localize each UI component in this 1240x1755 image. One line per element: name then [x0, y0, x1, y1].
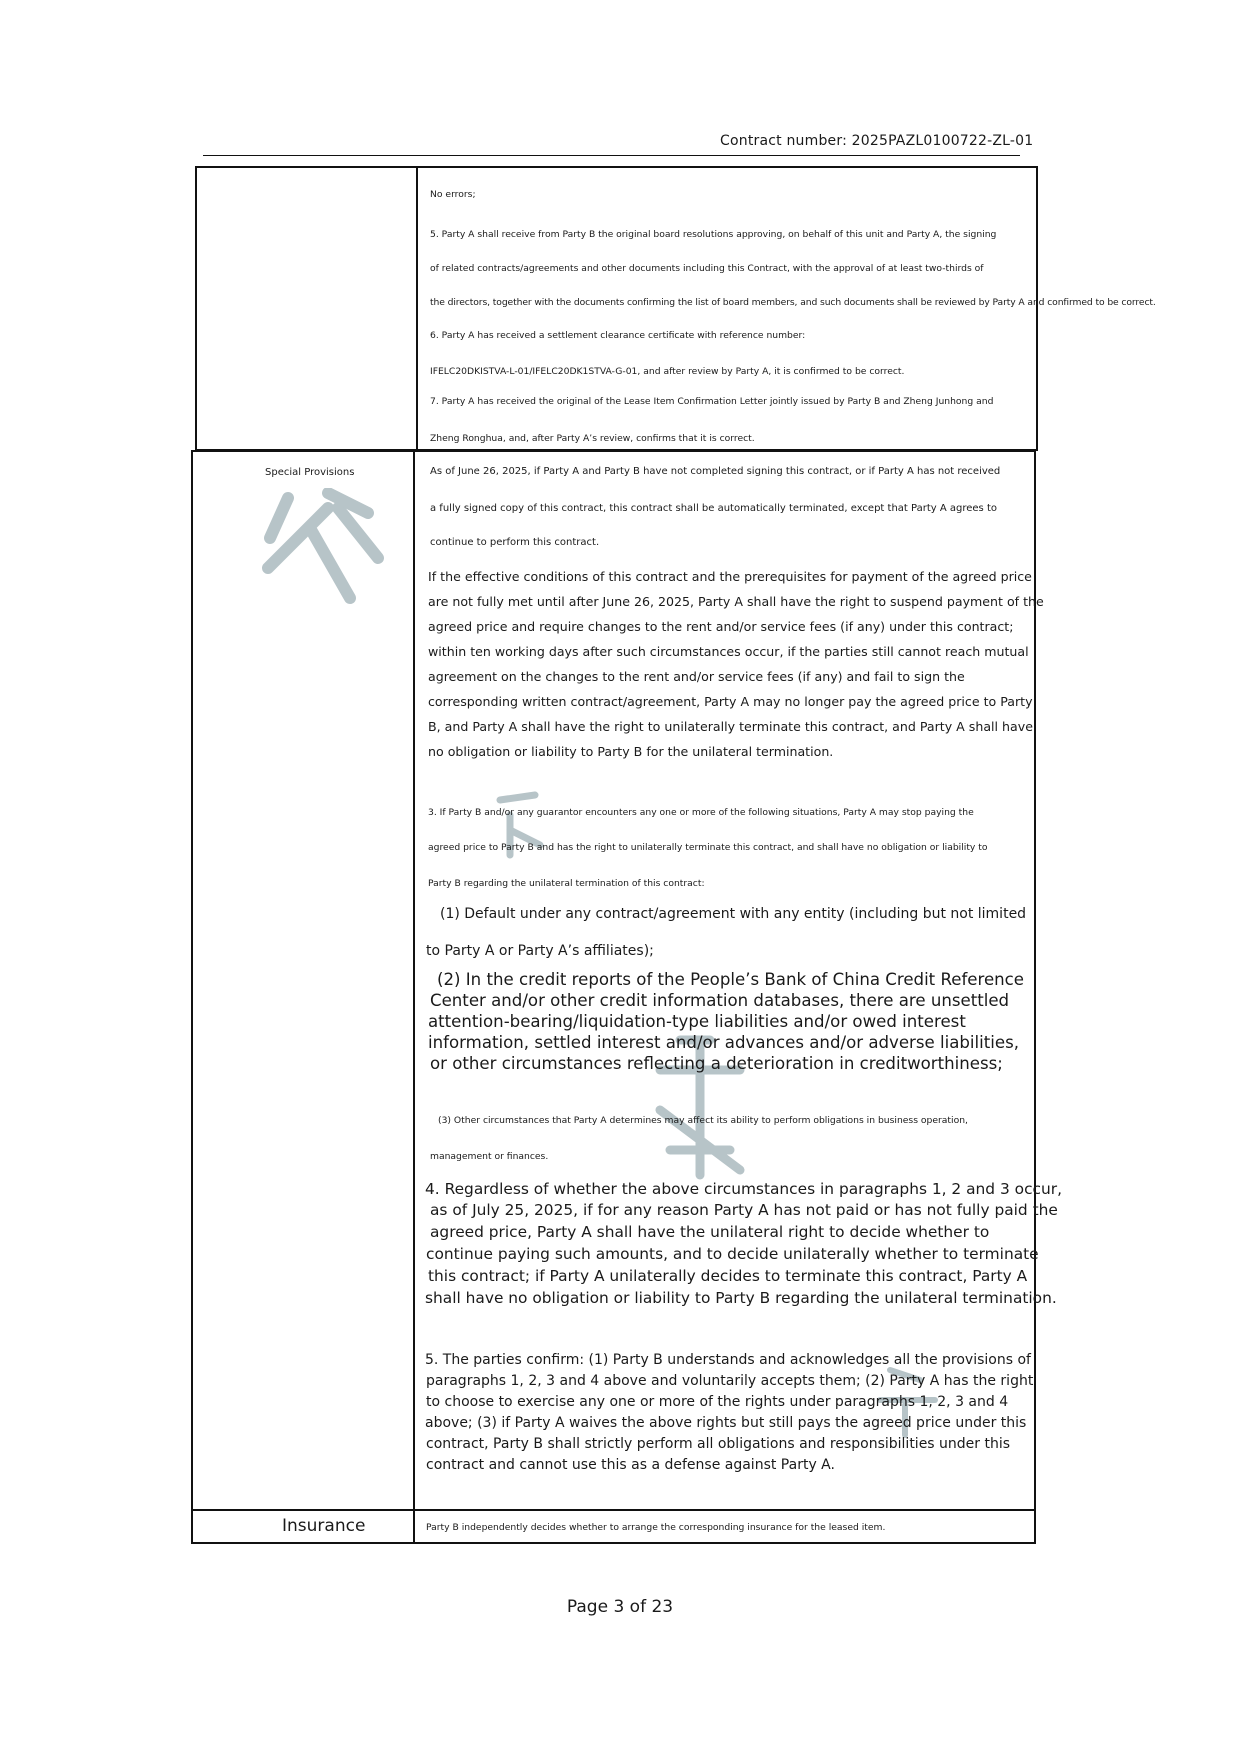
special-p5-line-1: 5. The parties confirm: (1) Party B understands and acknowledges all the provisions of: [425, 1352, 1031, 1368]
special-p2-line-2: are not fully met until after June 26, 2025, Party A shall have the right to suspend payment of the: [428, 594, 1044, 609]
special-provisions-label: Special Provisions: [265, 467, 355, 478]
special-p4-line-1: 4. Regardless of whether the above circumstances in paragraphs 1, 2 and 3 occur,: [425, 1180, 1062, 1198]
column-divider-upper: [416, 166, 418, 451]
special-p5-line-5: contract, Party B shall strictly perform all obligations and responsibilities under this: [426, 1436, 1011, 1452]
conditions-line-8: Zheng Ronghua, and, after Party A’s review, confirms that it is correct.: [430, 433, 755, 444]
special-item1-line-2: to Party A or Party A’s affiliates);: [426, 943, 654, 959]
special-p2-line-8: no obligation or liability to Party B for the unilateral termination.: [428, 744, 834, 759]
special-item1-line-1: (1) Default under any contract/agreement with any entity (including but not limited: [440, 906, 1027, 922]
conditions-line-2: 5. Party A shall receive from Party B the original board resolutions approving, on behalf of this unit and Party A, the signing: [430, 229, 997, 240]
special-item3-line-2: management or finances.: [430, 1151, 549, 1162]
row-divider-insurance: [191, 1509, 1036, 1511]
special-p2-line-1: If the effective conditions of this contract and the prerequisites for payment of the agreed price: [428, 569, 1032, 584]
insurance-label: Insurance: [282, 1516, 366, 1536]
special-p2-line-7: B, and Party A shall have the right to unilaterally terminate this contract, and Party A shall have: [428, 719, 1033, 734]
insurance-text: Party B independently decides whether to arrange the corresponding insurance for the leased item.: [426, 1522, 886, 1533]
special-p4-line-2: as of July 25, 2025, if for any reason Party A has not paid or has not fully paid the: [430, 1201, 1058, 1219]
special-item2-line-5: or other circumstances reflecting a deterioration in creditworthiness;: [430, 1054, 1003, 1073]
special-item2-line-4: information, settled interest and/or advances and/or adverse liabilities,: [428, 1033, 1020, 1052]
special-p2-line-4: within ten working days after such circumstances occur, if the parties still cannot reach mutual: [428, 644, 1029, 659]
special-item3-line-1: (3) Other circumstances that Party A determines may affect its ability to perform obligations in business operation,: [438, 1115, 968, 1126]
column-divider-lower: [413, 450, 415, 1544]
special-p2-line-6: corresponding written contract/agreement, Party A may no longer pay the agreed price to Party: [428, 694, 1033, 709]
special-p4-line-3: agreed price, Party A shall have the unilateral right to decide whether to: [430, 1223, 990, 1241]
conditions-line-5: 6. Party A has received a settlement clearance certificate with reference number:: [430, 330, 806, 341]
special-p1-line-3: continue to perform this contract.: [430, 537, 600, 548]
special-p5-line-3: to choose to exercise any one or more of the rights under paragraphs 1, 2, 3 and 4: [426, 1394, 1009, 1410]
special-item2-line-3: attention-bearing/liquidation-type liabilities and/or owed interest: [428, 1012, 966, 1031]
conditions-line-4: the directors, together with the documents confirming the list of board members, and such documents shall be reviewed by Party A and confirmed to be correct.: [430, 297, 1156, 308]
special-p1-line-2: a fully signed copy of this contract, this contract shall be automatically terminated, except that Party A agrees to: [430, 503, 997, 514]
conditions-line-6: IFELC20DKISTVA-L-01/IFELC20DK1STVA-G-01, and after review by Party A, it is confirmed to be correct.: [430, 366, 905, 377]
special-p5-line-6: contract and cannot use this as a defense against Party A.: [426, 1457, 835, 1473]
special-p4-line-4: continue paying such amounts, and to decide unilaterally whether to terminate: [426, 1245, 1039, 1263]
conditions-line-1: No errors;: [430, 189, 476, 200]
special-p4-line-5: this contract; if Party A unilaterally decides to terminate this contract, Party A: [428, 1267, 1028, 1285]
special-p5-line-4: above; (3) if Party A waives the above rights but still pays the agreed price under this: [425, 1415, 1027, 1431]
special-p4-line-6: shall have no obligation or liability to Party B regarding the unilateral termination.: [425, 1289, 1057, 1307]
special-p2-line-5: agreement on the changes to the rent and/or service fees (if any) and fail to sign the: [428, 669, 965, 684]
special-p5-line-2: paragraphs 1, 2, 3 and 4 above and voluntarily accepts them; (2) Party A has the right: [426, 1373, 1034, 1389]
special-p2-line-3: agreed price and require changes to the rent and/or service fees (if any) under this contract;: [428, 619, 1014, 634]
conditions-line-3: of related contracts/agreements and other documents including this Contract, with the approval of at least two-thirds of: [430, 263, 984, 274]
special-p3-line-3: Party B regarding the unilateral termination of this contract:: [428, 878, 705, 889]
special-item2-line-2: Center and/or other credit information databases, there are unsettled: [430, 991, 1010, 1010]
contract-number: Contract number: 2025PAZL0100722-ZL-01: [720, 133, 1034, 149]
special-p3-line-2: agreed price to Party B and has the right to unilaterally terminate this contract, and shall have no obligation or liability to: [428, 842, 988, 853]
special-p3-line-1: 3. If Party B and/or any guarantor encounters any one or more of the following situations, Party A may stop paying the: [428, 807, 974, 818]
page-number: Page 3 of 23: [566, 1597, 674, 1617]
header-rule: [203, 155, 1020, 156]
special-item2-line-1: (2) In the credit reports of the People’s Bank of China Credit Reference: [437, 970, 1025, 989]
special-p1-line-1: As of June 26, 2025, if Party A and Party B have not completed signing this contract, or if Party A has not received: [430, 466, 1001, 477]
conditions-line-7: 7. Party A has received the original of the Lease Item Confirmation Letter jointly issued by Party B and Zheng Junhong and: [430, 396, 994, 407]
